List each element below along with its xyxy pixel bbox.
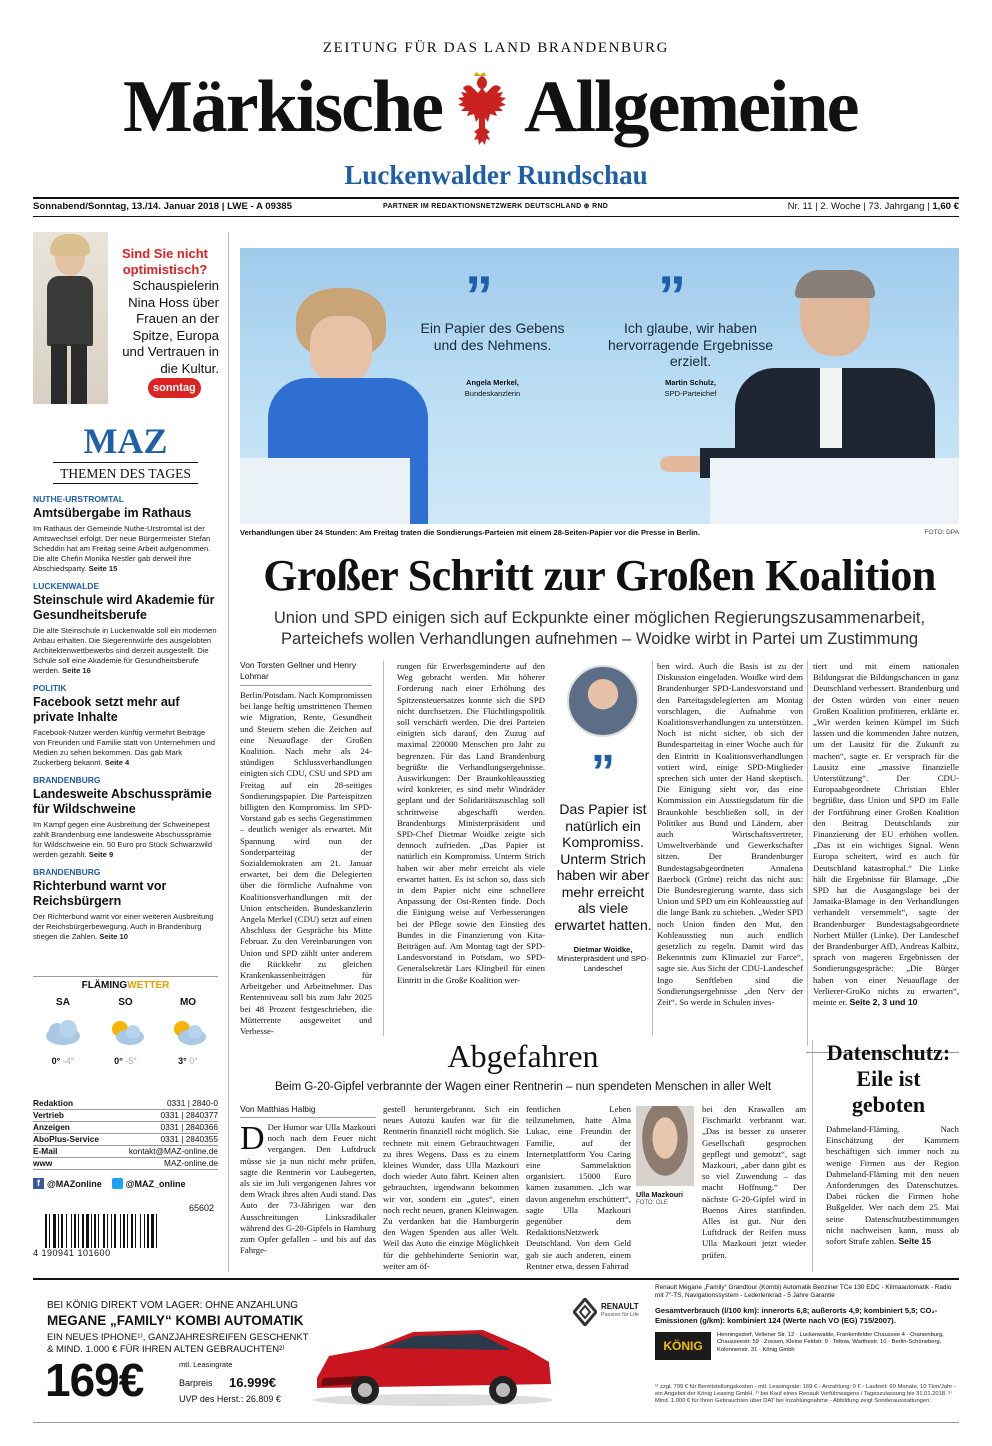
story2-headline[interactable]: Abgefahren — [240, 1036, 806, 1076]
barcode-bar — [103, 1214, 105, 1248]
contact-box — [33, 1098, 218, 1189]
topic-page-ref: Seite 4 — [104, 758, 130, 767]
woidke-quote-box — [553, 665, 653, 1025]
facebook-handle: @MAZonline — [47, 1178, 102, 1189]
topic-text: Die alte Steinschule in Luckenwalde soll ein modernen Anbau erhalten. Die Siegerentwürfe des ausgelobten Architektenwettbewerbs sind derzeit ausgestellt. Die Schule soll eine Akademie für Gesundheitsberufe werden. — [33, 626, 217, 675]
topic-headline: Richterbund warnt vor Reichsbürgern — [33, 879, 167, 908]
topic-item[interactable] — [33, 494, 218, 574]
barcode-bar — [91, 1214, 92, 1248]
story2-photo-credit: FOTO: OLE — [636, 1200, 668, 1206]
lead-page-ref[interactable]: Seite 2, 3 und 10 — [849, 997, 918, 1008]
barcode-bar — [61, 1214, 63, 1248]
topic-kicker: LUCKENWALDE — [33, 581, 100, 591]
barcode-bar — [107, 1214, 108, 1248]
topic-kicker: POLITIK — [33, 683, 67, 693]
renault-logo-icon — [573, 1298, 597, 1326]
masthead — [0, 0, 992, 220]
topic-item[interactable] — [33, 581, 218, 676]
contact-row — [33, 1134, 218, 1146]
barcode-bar — [114, 1214, 116, 1248]
barcode-bar — [74, 1214, 76, 1248]
ad-line-1: BEI KÖNIG DIREKT VOM LAGER: OHNE ANZAHLUNG — [47, 1300, 298, 1311]
barcode-bar — [120, 1214, 121, 1248]
topic-page-ref: Seite 16 — [62, 666, 91, 675]
lead-photo — [240, 248, 959, 524]
sonntag-badge — [148, 378, 201, 398]
barcode-bar — [140, 1214, 141, 1248]
story2-dropcap: D — [240, 1122, 265, 1157]
barcode-bar — [135, 1214, 136, 1248]
weather-title-b: WETTER — [127, 980, 170, 991]
ad-barpreis-label: Barpreis — [179, 1378, 213, 1388]
lead-column-3: ben wird. Auch die Basis ist zu der Diskussion eingeladen. Woidke wird dem Brandenburger SPD-Landesvorstand und den Parteitagsdelegierten am Montag vorschlagen, die Aufnahme von Koalitionsverhandlungen zu unterstützen. Noch ist nicht sicher, ob sich der Bundesparteitag in einer Woche auch für den Eintritt in Koalitionsverhandlungen votiert wird, einige SPD-Mitglieder sprechen sich unter der Hand skeptisch. Die Einigung sieht vor, das eine Kommission ein Ausstiegsdatum für die Braunkohle beschließen soll, in der Politiker aus Bund und Ländern, aber auch Wirtschaftsvertreter, Umweltverbände und Gewerkschafter sitzen. Der Brandenburger Bundestagsabgeordneten Annalena Baerbock (Grüne) reicht das nicht aus: Die Bundesregierung warnte, dass sich Union und SPD um ein Kohleausstieg auf die lange Bank zu schieben. „Weder SPD noch Union finden den Mut, den Kohleausstieg nun auch endlich gesetzlich zu regeln. Damit wird das Bekenntnis zum Klimaziel zur Farce“, sagte sie. Aus Sicht der CDU-Landeschef Ingo Senftleben sind die Sondierungsergebnisse „den Nerv der Zeit“. So werde in Schulen inves- — [657, 661, 803, 1008]
ad-line-4: & MIND. 1.000 € FÜR IHREN ALTEN GEBRAUCHTEN²⁾ — [47, 1344, 285, 1355]
story2-column-1-text: Der Humor war Ulla Mazkouri noch nach dem Feuer nicht vergangen. Den Luftdruck müsse sie ja nun nicht mehr prüfen, sagte die Rentnerin vor Laubegerten, als sie im Juli vergangenen Jahres vor dem Wrack ihres alten Audi stand. Das Auto der 73-Jährigen war den Ausschreitungen Linksradikaler während des G-20-Gipfels in Hamburg zum Opfer gefallen – und bis auf das Fahrge- — [240, 1122, 376, 1256]
masthead-edition: Luckenwalder Rundschau — [344, 160, 648, 190]
ad-line-3: EIN NEUES IPHONE¹⁾, GANZJAHRESREIFEN GESCHENKT — [47, 1332, 309, 1343]
contact-row — [33, 1110, 218, 1122]
masthead-tagline: ZEITUNG FÜR DAS LAND BRANDENBURG — [322, 40, 670, 56]
promo-portrait — [33, 232, 108, 404]
story2-photo — [636, 1106, 694, 1186]
partly-sunny-icon — [168, 1018, 208, 1046]
topic-kicker: NUTHE-URSTROMTAL — [33, 494, 124, 504]
ad-legal: ¹⁾ zzgl. 799 € für Bereitstellungskosten - mtl. Leasingrate: 169 € - Anzahlung: 0 € - Laufzeit: 60 Monate, 10 Tkm/Jahr - ein Angebot der König Leasing GmbH. ²⁾ bei Kauf eines Renault Vorführwagens / Tageszulassung bis 31.01.2018. ³⁾ Mind. 1.000 € für Ihren Gebrauchten über DAT bei Inzahlungnahme - Abbildung zeigt Sonderausstattungen. — [655, 1384, 956, 1405]
ad-fine-1: Renault Mégane „Family“ Grandtour (Kombi) Automatik Benziner TCe 130 EDC - Klimaautomatik - Radio mit 7"-TS, Navigationssystem - Lederlenkrad - 5 Jahre Garantie — [655, 1284, 952, 1299]
photo-quote-schulz: Ich glaube, wir haben hervorragende Ergebnisse erzielt. — [608, 320, 773, 369]
promo-headline: Sind Sie nicht optimistisch? — [122, 246, 208, 277]
barcode-number: 4 190941 101600 — [33, 1248, 111, 1258]
topic-kicker: BRANDENBURG — [33, 867, 101, 877]
lead-subhead: Union und SPD einigen sich auf Eckpunkte einer möglichen Regierungszusammenarbeit, Parteichefs wollen Verhandlungen aufnehmen – Woidke wirbt in Partei um Zustimmung — [273, 609, 926, 648]
story3-body — [826, 1124, 959, 1272]
woidke-portrait — [567, 665, 639, 737]
promo-text: Schauspielerin Nina Hoss über Frauen an der Spitze, Europa und Vertrauen in die Kultur. — [122, 278, 219, 376]
contact-value: 0331 | 2840-0 — [166, 1098, 218, 1108]
story2-byline: Von Matthias Halbig — [240, 1104, 376, 1118]
masthead-title-right: Allgemeine — [524, 66, 858, 148]
ad-dealer-logo — [655, 1332, 711, 1360]
dateline-price: 1,60 € — [932, 201, 959, 212]
contact-row[interactable] — [33, 1158, 218, 1170]
lead-byline: Von Torsten Gellner und Henry Lohmar — [240, 660, 372, 686]
barcode-bar — [94, 1214, 96, 1248]
photo-credit: FOTO: DPA — [924, 529, 959, 536]
facebook-link[interactable] — [33, 1178, 102, 1189]
contact-value: 0331 | 2840366 — [160, 1122, 218, 1132]
story2-photo-name: Ulla Mazkouri — [636, 1190, 684, 1199]
quote-mark-icon: ” — [591, 746, 615, 799]
topic-headline: Steinschule wird Akademie für Gesundheitsberufe — [33, 593, 215, 622]
photo-quote-merkel-name: Angela Merkel, — [466, 378, 519, 387]
barcode-bar — [131, 1214, 133, 1248]
ad-brand: RENAULT — [601, 1302, 639, 1311]
ad-barpreis: 16.999€ — [229, 1375, 276, 1390]
ad-price-note: mtl. Leasingrate — [179, 1360, 233, 1369]
contact-value: 0331 | 2840355 — [160, 1134, 218, 1144]
woidke-quote-text: Das Papier ist natürlich ein Kompromiss. Unterm Strich haben wir aber mehr erreicht als viele erwartet hatten. — [554, 801, 652, 933]
topic-item[interactable] — [33, 775, 218, 860]
barcode-bar — [78, 1214, 79, 1248]
topic-item[interactable] — [33, 683, 218, 768]
photo-quote-schulz-role: SPD-Parteichef — [664, 389, 717, 398]
barcode-bar — [147, 1214, 149, 1248]
lead-column-1: Berlin/Potsdam. Nach Kompromissen bei lange heftig umstrittenen Themen wie Migration, Rente, Gesundheit und Steuern stehen die Zeichen auf eine Neuauflage der Großen Koalition. Nach mehr als 24-stündigen Schlussverhandlungen einigten sich CDU, CSU und SPD am Freitag auf ein 28-seitiges Sondierungspapier. Die Parteispitzen billigten den Kompromiss. Im SPD-Vorstand gab es sechs Gegenstimmen – deutlich weniger als erwartet. Mit Spannung wird nun der Sonderparteitag der Sozialdemokraten am 21. Januar erwartet, bei dem die Delegierten über die förmliche Aufnahme von Koalitionsverhandlungen mit der Union entscheiden. Bundeskanzlerin Angela Merkel (CDU) setzt auf einen Abschluss der Gespräche bis Mitte Februar. Zu den Vereinbarungen von Union und SPD zählt unter anderem die Rückkehr zu gleichen Krankenkassenbeiträgen für Arbeitgeber und Arbeitnehmer. Das Rentenniveau soll bis zum Jahr 2025 bei 48 Prozent festgeschrieben, die Mütterrente ausgeweitet und Verbesse- — [240, 690, 372, 1037]
twitter-handle: @MAZ_online — [125, 1178, 186, 1189]
weather-title-a: FLÄMING — [81, 980, 128, 991]
lead-column-2: rungen für Erwerbsgeminderte auf den Weg gebracht werden. Mit höherer Forderung nach einer Erhöhung des Spitzensteuersatzes konnte sich die SPD nicht durchsetzen. Die Flüchtlingspolitik soll verschärft werden. Die drei Parteien einigten sich darauf, den Zuzug auf maximal 220000 Menschen pro Jahr zu begrenzen. Für das Land Brandenburg begrüßte die Verhandlungsergebnisse. Auswirkungen: Der Braunkohleausstieg wird konkreter, es sind mehr Windräder geplant und der Solidaritätszuschlag soll schrittweise abgeschafft werden. Brandenburgs Ministerpräsident und SPD-Chef Dietmar Woidke zeigte sich dennoch zufrieden. „Das Papier ist natürlich ein Kompromiss. Unterm Strich haben wir aber mehr erreicht als viele erwartet hatten. Es ist schon so, dass sich in dem Papier nicht eine schnellere Anpassung der Ost-Renten finde. Doch die Einigung weise auf Verbesserungen bei der Pflege sowie den Einstieg des Bundes in die Finanzierung von Kita-Beiträgen auf. Am Montag tagt der SPD-Landesvorstand in Potsdam, wo SPD-Generalsekretär Lars Klingbeil für einen Eintritt in die Große Koalition wer- — [397, 661, 545, 985]
quote-mark-icon: ” — [658, 264, 686, 327]
dateline-center: PARTNER IM REDAKTIONSNETZWERK DEUTSCHLAND ⊕ RND — [383, 203, 609, 210]
contact-label: AboPlus-Service — [33, 1134, 99, 1144]
contact-row — [33, 1122, 218, 1134]
ad-uvp: UVP des Herst.: 26.809 € — [179, 1394, 281, 1404]
photo-caption: Verhandlungen über 24 Stunden: Am Freitag traten die Sondierungs-Parteien mit einem 28-Seiten-Papier vor die Presse in Berlin. — [240, 528, 700, 537]
barcode-bar — [82, 1214, 84, 1248]
contact-website[interactable]: MAZ-online.de — [164, 1158, 218, 1168]
dateline-left: Sonnabend/Sonntag, 13./14. Januar 2018 | LWE - A 09385 — [33, 201, 292, 212]
weather-day-name: MO — [179, 997, 197, 1008]
dateline-right: Nr. 11 | 2. Woche | 73. Jahrgang | — [787, 201, 933, 212]
twitter-link[interactable] — [112, 1178, 186, 1189]
topic-text: Facebook-Nutzer werden künftig vermehrt Beiträge von Freunden und Familie statt von Unternehmen und Medien zu sehen bekommen. Das gab Mark Zuckerberg bekannt. — [33, 728, 215, 767]
sunday-promo[interactable] — [33, 232, 218, 407]
story3-page-ref[interactable]: Seite 15 — [898, 1236, 932, 1247]
contact-value: 0331 | 2840377 — [160, 1110, 218, 1120]
barcode-bar — [127, 1214, 128, 1248]
topic-item[interactable] — [33, 867, 218, 942]
topic-page-ref: Seite 15 — [88, 564, 118, 573]
barcode-bar — [66, 1214, 67, 1248]
weather-day — [96, 997, 156, 1066]
weather-high: -5° — [125, 1056, 137, 1066]
lead-headline[interactable]: Großer Schritt zur Großen Koalition — [263, 551, 936, 600]
sonntag-badge-label: sonntag — [153, 382, 196, 394]
story3-text: Dahmeland-Fläming. Nach Einschätzung der Kammern beschäftigen sich immer noch zu wenige Firmen aus der Region Dahmeland-Fläming mit den neuen Anforderungen des Datenschutzes. Dabei rücken die Firmen hohe Bußgelder. Wer nach dem 25. Mai seine Datenschutzbestimmungen nicht nachweisen kann, muss ab sofort Strafe zahlen. — [826, 1124, 959, 1247]
contact-email[interactable]: kontakt@MAZ-online.de — [128, 1146, 218, 1156]
topic-page-ref: Seite 10 — [99, 932, 129, 941]
contact-label: Vertrieb — [33, 1110, 64, 1120]
barcode-addon: 65602 — [188, 1203, 214, 1213]
barcode-bar — [123, 1214, 125, 1248]
story2-column-3: fentlichen Leben teilzunehmen, hatte Alma Lukac, eine Freundin der Familie, auf der Internetplattform You Caring eine Sammelaktion organisiert. 15000 Euro kamen zusammen. „Ich war davon angenehm erschüttert“, sagte Ulla Mazkouri gegenüber dem RedaktionsNetzwerk Deutschland. Von dem Geld gab sie auch anderen, einem Rentner etwa, dessen Fahrrad — [526, 1104, 631, 1271]
topic-page-ref: Seite 9 — [88, 850, 114, 859]
dateline — [33, 201, 959, 215]
contact-label: www — [33, 1158, 53, 1168]
twitter-icon — [112, 1178, 123, 1189]
maz-subtitle: THEMEN DES TAGES — [60, 466, 191, 481]
masthead-title-left: Märkische — [122, 66, 442, 148]
ad-price: 169€ — [45, 1354, 144, 1406]
weather-box — [33, 976, 218, 1088]
maz-logo — [33, 422, 218, 487]
topic-headline: Amtsübergabe im Rathaus — [33, 506, 192, 520]
ad-dealer-text: Henningsdorf, Veltener Str. 12 · Luckenwalde, Frankenfelder Chaussee 4 · Oranienburg, Chausseestr. 59 · Zossen, Kleine Feldstr. 9 · Teltow, Warthestr. 10 · Berlin-Schöneberg, Kolonnenstr. 31 · König Gmbh — [717, 1332, 944, 1353]
contact-label: E-Mail — [33, 1146, 58, 1156]
photo-quote-schulz-name: Martin Schulz, — [665, 378, 716, 387]
woidke-quote-name: Dietmar Woidke, — [573, 945, 633, 954]
topic-text: Im Rathaus der Gemeinde Nuthe-Urstromtal ist der Amtswechsel erfolgt. Der neue Bürgermeister Stefan Scheddin hat am Freitag seine Arbeit aufgenommen. Die alte Chefin Monika Nestler gab derweil ihre Abschiedsparty. — [33, 524, 211, 573]
weather-day — [33, 997, 93, 1066]
weather-day-name: SO — [118, 997, 133, 1008]
barcode-bar — [86, 1214, 89, 1248]
contact-label: Anzeigen — [33, 1122, 70, 1132]
topic-kicker: BRANDENBURG — [33, 775, 101, 785]
topic-text: Im Kampf gegen eine Ausbreitung der Schweinepest zahlt Brandenburg eine landesweite Abschussprämie für Wildschweine ein. 50 Euro pro Stück Schwarzwild werden gezahlt. — [33, 820, 212, 859]
photo-quote-merkel-role: Bundeskanzlerin — [464, 389, 521, 398]
barcode — [33, 1200, 218, 1260]
contact-label: Redaktion — [33, 1098, 74, 1108]
woidke-quote-role: Ministerpräsident und SPD-Landeschef — [557, 954, 649, 973]
barcode-bar — [144, 1214, 145, 1248]
barcode-bar — [71, 1214, 72, 1248]
barcode-bar — [98, 1214, 99, 1248]
ad-line-2: MEGANE „FAMILY“ KOMBI AUTOMATIK — [47, 1313, 304, 1328]
photo-quote-merkel: Ein Papier des Gebens und des Nehmens. — [420, 320, 565, 353]
renault-ad[interactable] — [33, 1284, 959, 1420]
ad-fine-2: Gesamtverbrauch (l/100 km): innerorts 6,8; außerorts 4,9; kombiniert 5,5; CO₂-Emissionen (g/km): kombiniert 124 (Werte nach VO (EG) 715/2007). — [655, 1306, 938, 1325]
cloud-icon — [43, 1018, 83, 1046]
ad-dealer: KÖNIG — [663, 1339, 703, 1353]
quote-mark-icon: ” — [465, 264, 493, 327]
partly-sunny-icon — [106, 1018, 146, 1046]
story2-column-4: bei den Krawallen am Fischmarkt verbrannt war. „Das ist besser zu unserer Gesellschaft gesprochen gepflegt und gemotzt“, sagt Mazkouri, „aber dann gibt es so viel Zuwendung – das macht Hoffnung.“ Der nächste G-20-Gipfel wird in Buenos Aires stattfinden. Alles ist gut. Nur den Luftdruck der Reifen muss Ulla Mazkouri jetzt wieder prüfen. — [702, 1104, 806, 1260]
topics-of-the-day — [33, 494, 218, 949]
lead-column-4 — [813, 661, 959, 1046]
topic-headline: Landesweite Abschussprämie für Wildschweine — [33, 787, 212, 816]
story3-headline[interactable]: Datenschutz: Eile ist geboten — [826, 1040, 951, 1117]
barcode-bar — [45, 1214, 47, 1248]
topic-headline: Facebook setzt mehr auf private Inhalte — [33, 695, 180, 724]
story2-column-1 — [240, 1122, 376, 1272]
barcode-bar — [151, 1214, 154, 1248]
weather-low: 3° — [178, 1056, 187, 1066]
facebook-icon: f — [33, 1178, 44, 1189]
weather-high: -4° — [62, 1056, 75, 1066]
ad-car-image — [303, 1318, 563, 1408]
ad-brand-sub: Passion für Life — [601, 1312, 639, 1318]
story2-subhead: Beim G-20-Gipfel verbrannte der Wagen einer Rentnerin – nun spendeten Menschen in aller Welt — [274, 1081, 772, 1093]
barcode-bar — [49, 1214, 50, 1248]
weather-day-name: SA — [56, 997, 70, 1008]
story2-column-2: gestell heruntergebrannt. Sich ein neues Autozu kaufen war für die Rentnerin finanziell nicht möglich. Sie rechnete mit einem Gebrauchtwagen zu ihres Wegens. Dass es zu einem kleines Wunder, dass Ulla Mazkouri doch wieder Auto fährt. Keinen alten gebrauchten, irgendwann bekommen wir vor, sondern ein „gutes“, einen noch recht neuen, granen Kleinwagen. Zu verdanken hat die Hamburgerin den Wagen Spenden aus aller Welt. Weil das Auto die einzige Möglichkeit für die gehbehinderte Seniorin war, weiter am öf- — [383, 1104, 519, 1271]
weather-high: 0° — [189, 1056, 198, 1066]
weather-low: 0° — [51, 1056, 61, 1066]
contact-row[interactable] — [33, 1146, 218, 1158]
topic-text: Der Richterbund warnt vor einer weiteren Ausbreitung der Reichsbürgerbewegung. Auch in Brandenburg stiegen die Zahlen. — [33, 912, 214, 941]
barcode-bar — [111, 1214, 112, 1248]
eagle-crest-icon — [448, 70, 512, 152]
weather-day — [158, 997, 218, 1066]
contact-row — [33, 1098, 218, 1110]
lead-column-4-text: tiert und mit einem nationalen Bildungsrat die Bildungschancen in ganz Deutschland verbessert. Brandenburg und der Osten würden von einer neuen Großen Koalition profitieren, erklärte er. „Wir werden keinen Kümpel im Stich lassen und die kommenden Jahre nutzen, um der Lausitz für die Zukunft zu machen“, sagte er. Er versprach für die Lausitz eine „massive finanzielle Unterstützung“. Der CDU-Europaabgeordnete Christian Ehler begrüßte, dass Union und SPD im Falle der Fortführung einer Großen Koalition den Beitrag Deutschlands zur Finanzierung der EU erhöhen wollen. „Das ist ein wichtiges Signal. Wenn Europa scheitert, wird es auch für Deutschland katastrophal.“ Die Linke hält die Ergebnisse für Blamage. „Die SPD hat die Ausgangslage bei der Jamaika-Blamage in den Verhandlungen verhandelt versemmelt“, sagte der Brandenburger Bundestagsabgeordnete Norbert Müller (Linke). Der Landeschef der Brandenburger AfD, Andreas Kalbitz, sprach von mageren Ergebnissen der Sondierungsgespräche: „Die Bürger haben von einer Neuauflage der Verlierer-GroKo nichts zu erwarten“, meinte er. — [813, 661, 959, 1008]
barcode-bar — [156, 1214, 157, 1248]
barcode-bars — [45, 1214, 215, 1248]
barcode-bar — [53, 1214, 56, 1248]
weather-low: 0° — [114, 1056, 123, 1066]
maz-logo-text: MAZ — [83, 421, 168, 461]
barcode-bar — [58, 1214, 59, 1248]
